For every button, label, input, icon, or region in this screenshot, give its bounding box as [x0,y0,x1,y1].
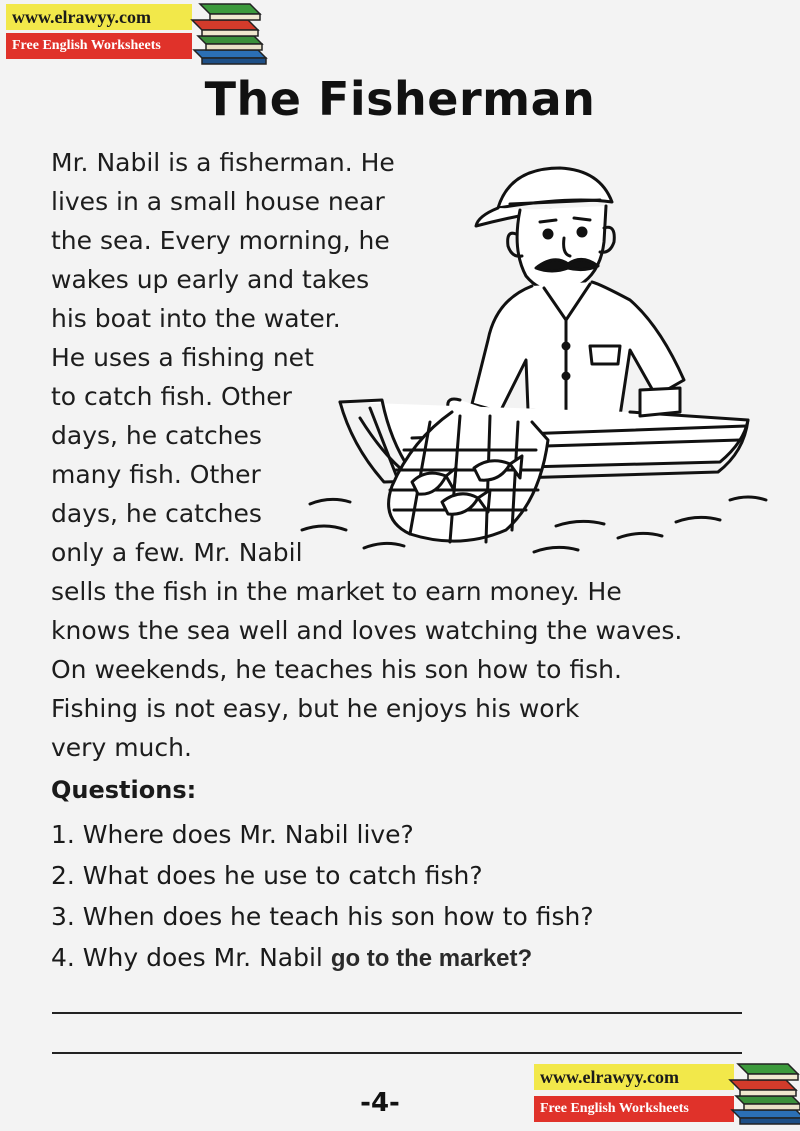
story-line: only a few. Mr. Nabil [51,538,303,567]
question-item [51,937,594,978]
question-item: 2. What does he use to catch fish? [51,861,483,890]
header-badge-url[interactable]: www.elrawyy.com [6,4,192,30]
questions-list [51,814,594,978]
question-4-start: 4. Why does Mr. Nabil [51,943,331,972]
page-number: -4- [360,1088,400,1118]
question-4-end: go to the market? [330,945,533,972]
stacked-books-icon [188,0,272,66]
answer-line[interactable] [52,1012,742,1014]
header-badge[interactable] [0,0,240,66]
question-item: 1. Where does Mr. Nabil live? [51,820,414,849]
story-line: very much. [51,733,192,762]
story-line: days, he catches [51,421,262,450]
questions-heading: Questions: [51,776,197,804]
story-line: lives in a small house near [51,187,385,216]
question-item: 3. When does he teach his son how to fish? [51,902,594,931]
header-badge-tagline: Free English Worksheets [6,33,192,59]
fisherman-boat-illustration [300,150,770,570]
footer-badge-url[interactable]: www.elrawyy.com [534,1064,734,1090]
story-line: knows the sea well and loves watching the waves. [51,616,683,645]
story-line: days, he catches [51,499,262,528]
stacked-books-icon [726,1060,800,1126]
story-line: wakes up early and takes [51,265,370,294]
story-line: Fishing is not easy, but he enjoys his work [51,694,580,723]
story-line: Mr. Nabil is a fisherman. He [51,148,395,177]
story-line: many fish. Other [51,460,261,489]
page-title: The Fisherman [204,72,596,126]
answer-line[interactable] [52,1052,742,1054]
story-line: sells the fish in the market to earn money. He [51,577,622,606]
footer-badge[interactable] [534,1064,774,1130]
footer-badge-tagline: Free English Worksheets [534,1096,734,1122]
story-line: his boat into the water. [51,304,341,333]
story-line: the sea. Every morning, he [51,226,390,255]
story-line: to catch fish. Other [51,382,292,411]
story-line: He uses a fishing net [51,343,314,372]
story-line: On weekends, he teaches his son how to fish. [51,655,622,684]
